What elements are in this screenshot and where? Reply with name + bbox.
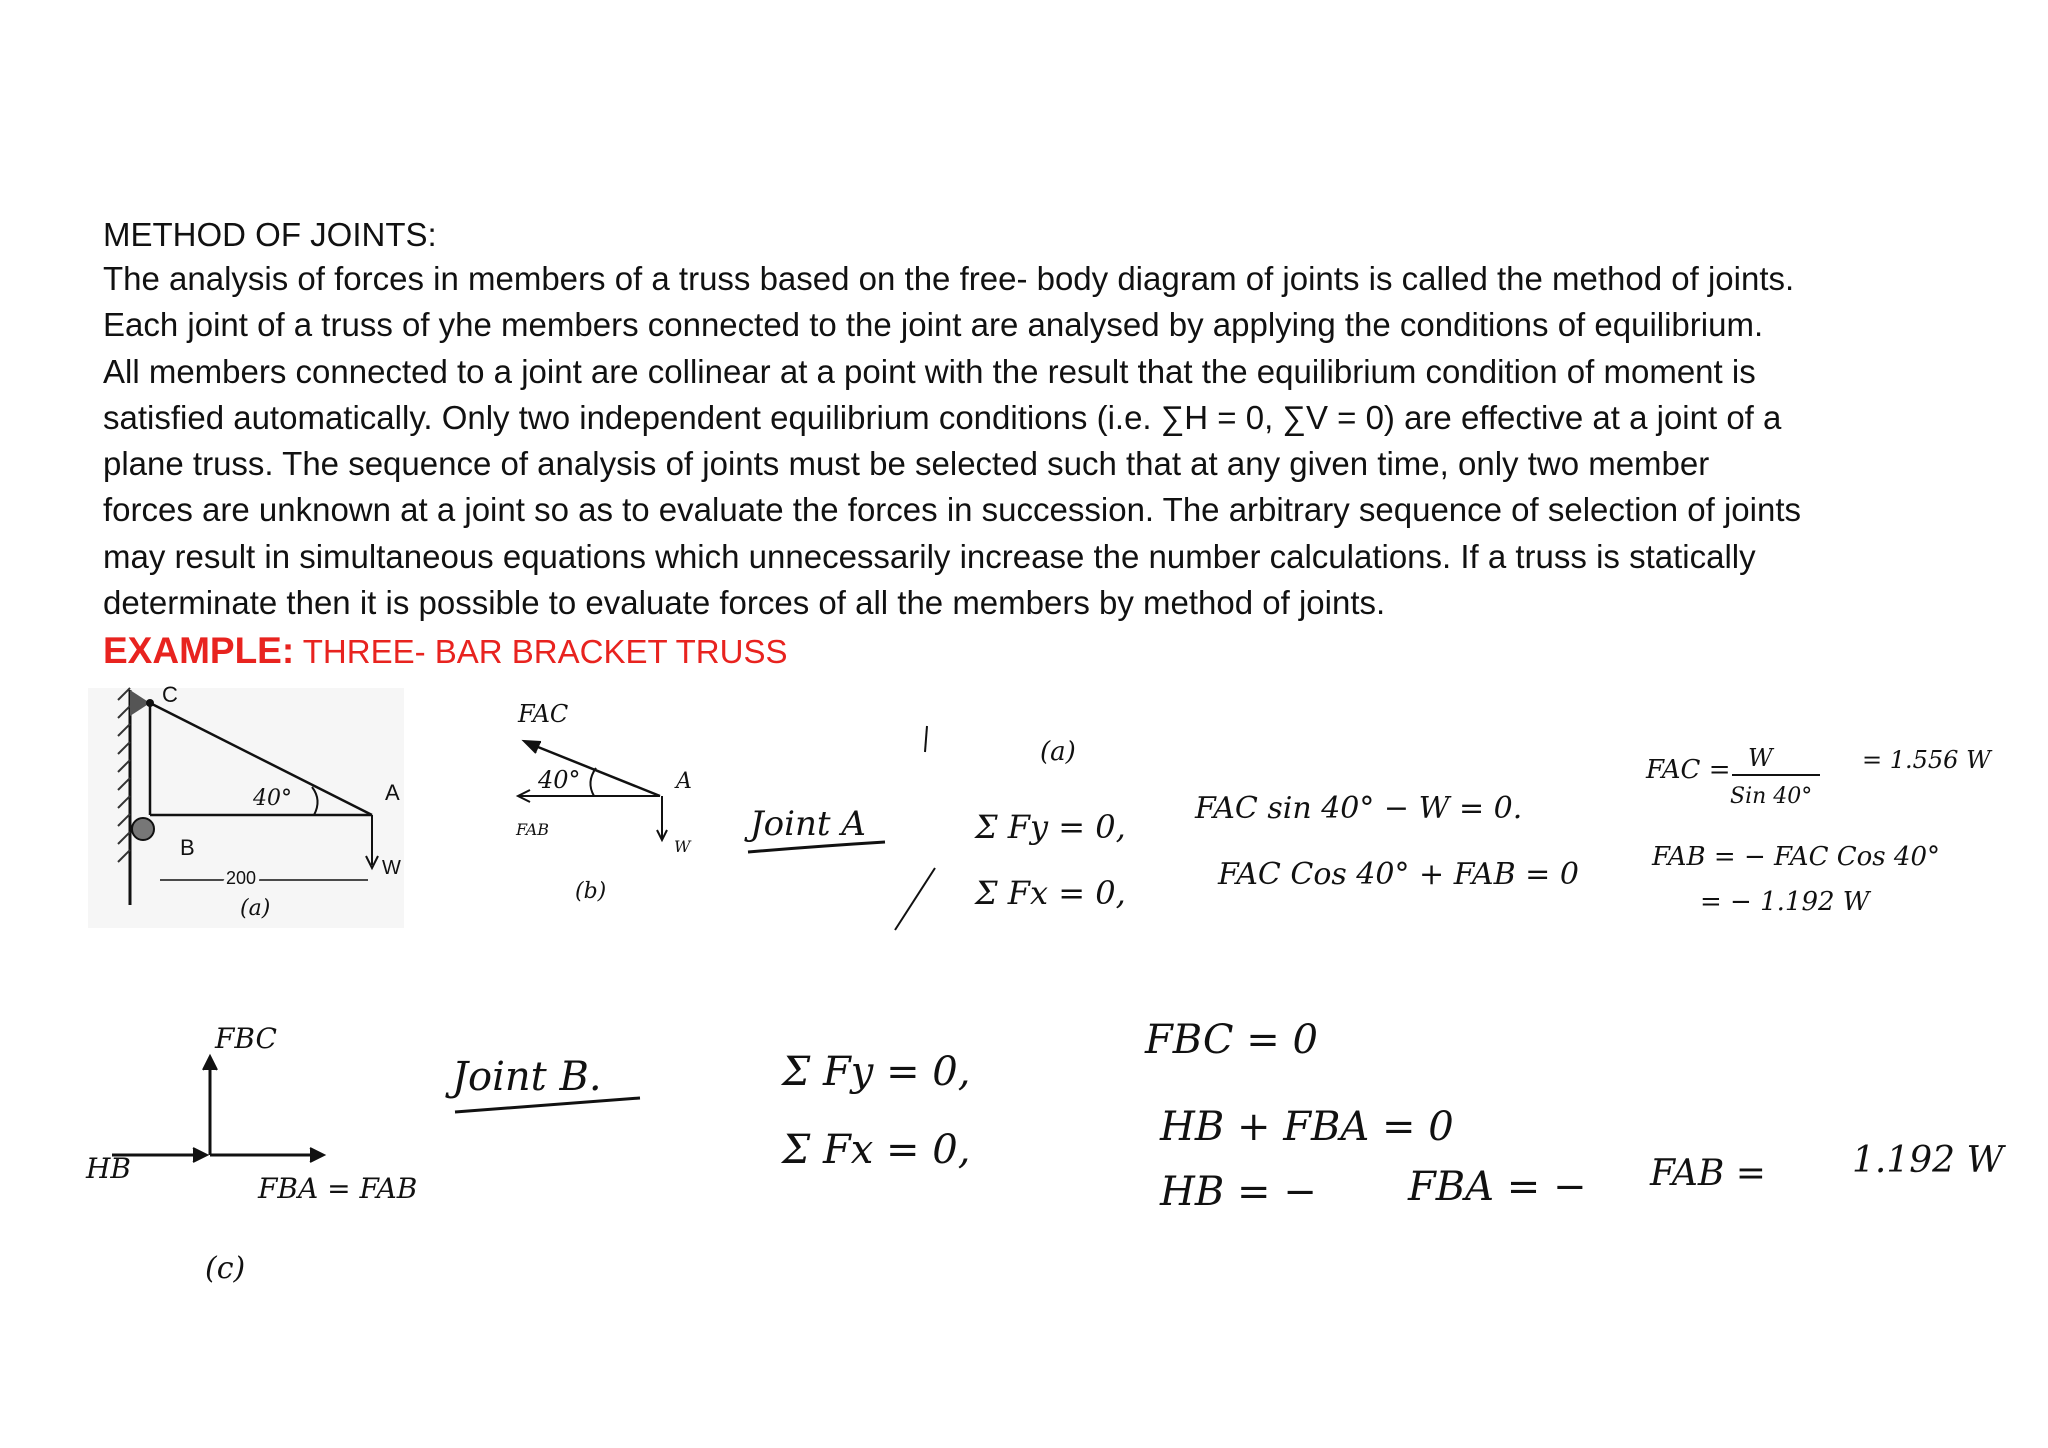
stray-stroke	[895, 868, 935, 930]
paragraph-line: All members connected to a joint are collinear at a point with the result that the equilibrium condition of moment is	[103, 352, 1756, 390]
force-bc-arrowhead	[203, 1056, 217, 1070]
result-fx: FAC Cos 40° + FAB = 0	[1218, 857, 1579, 892]
result-fba-mid: FBA = −	[1408, 1164, 1587, 1210]
node-a-label: A	[676, 769, 692, 794]
force-bc-label: FBC	[215, 1022, 277, 1055]
figure-caption: (b)	[575, 879, 607, 904]
paragraph-line: satisfied automatically. Only two independent equilibrium conditions (i.e. ∑H = 0, ∑V = 0) are effective at a joint of a	[103, 398, 1782, 436]
figure-caption: (c)	[205, 1251, 246, 1286]
node-a-label: A	[385, 780, 400, 805]
paragraph-line: Each joint of a truss of yhe members connected to the joint are analysed by applying the conditions of equilibrium.	[103, 306, 1764, 344]
example-label: EXAMPLE:	[103, 630, 295, 671]
figure-a-truss	[88, 682, 404, 928]
hb-arrowhead	[193, 1148, 207, 1162]
result-fy: FAC sin 40° − W = 0.	[1195, 791, 1523, 826]
joint-b-title: Joint B.	[452, 1054, 602, 1100]
paragraph-line: determinate then it is possible to evaluate forces of all the members by method of joints.	[103, 584, 1386, 622]
force-ab-label: FAB	[516, 820, 550, 839]
equilibrium-eq-fx: Σ Fx = 0,	[975, 874, 1126, 912]
equilibrium-eq-fx: Σ Fx = 0,	[782, 1127, 971, 1173]
section-heading: METHOD OF JOINTS:	[103, 216, 437, 253]
stray-stroke	[925, 726, 927, 752]
paragraph-line: may result in simultaneous equations which unnecessarily increase the number calculations. If a truss is statically	[103, 537, 1756, 575]
force-ba-label: FBA = FAB	[258, 1172, 418, 1205]
joint-b-equations	[445, 1017, 2007, 1215]
fac-numerator: W	[1748, 744, 1773, 772]
dimension-label: 200	[226, 868, 257, 888]
load-label: W	[674, 837, 691, 856]
angle-label: 40°	[253, 786, 292, 811]
load-label: W	[382, 857, 401, 879]
force-ac-arrowhead	[524, 741, 541, 753]
result-fbc: FBC = 0	[1145, 1017, 1318, 1063]
result-hb-fba: HB + FBA = 0	[1160, 1104, 1454, 1150]
node-c-label: C	[162, 682, 178, 707]
equilibrium-eq-fy: Σ Fy = 0,	[975, 808, 1126, 846]
angle-label: 40°	[538, 766, 581, 794]
support-b	[132, 818, 154, 840]
paragraph-line: plane truss. The sequence of analysis of joints must be selected such that at any given time, only two member	[103, 445, 1710, 483]
figure-c-joint-b	[85, 1022, 417, 1286]
fab-expression: FAB = − FAC Cos 40°	[1652, 842, 1940, 872]
fac-denominator: Sin 40°	[1730, 784, 1813, 809]
hb-label: HB	[86, 1152, 131, 1185]
paragraph-line: forces are unknown at a joint so as to evaluate the forces in succession. The arbitrary sequence of selection of joints	[103, 491, 1802, 529]
node-b-label: B	[180, 835, 195, 860]
force-ba-arrowhead	[310, 1148, 324, 1162]
joint-a-title: Joint A	[750, 804, 866, 844]
fab-value: = − 1.192 W	[1700, 887, 1870, 917]
title-underline	[455, 1098, 640, 1112]
force-ac-label: FAC	[518, 700, 569, 728]
joint-a-equations	[744, 726, 1993, 930]
figure-caption: (a)	[240, 896, 271, 921]
paragraph-line: The analysis of forces in members of a truss based on the free- body diagram of joints is called the method of joints.	[103, 260, 1795, 297]
figure-b-joint-a	[515, 700, 692, 904]
angle-arc	[590, 768, 596, 796]
example-name: THREE- BAR BRACKET TRUSS	[302, 633, 788, 670]
result-value: 1.192 W	[1852, 1140, 2004, 1181]
fac-value: = 1.556 W	[1862, 746, 1991, 774]
equilibrium-eq-fy: Σ Fy = 0,	[782, 1049, 971, 1095]
fac-lhs: FAC =	[1646, 755, 1731, 785]
result-fab: FAB =	[1650, 1153, 1766, 1194]
result-hb-lhs: HB = −	[1160, 1169, 1317, 1215]
figure-ref: (a)	[1040, 737, 1076, 767]
